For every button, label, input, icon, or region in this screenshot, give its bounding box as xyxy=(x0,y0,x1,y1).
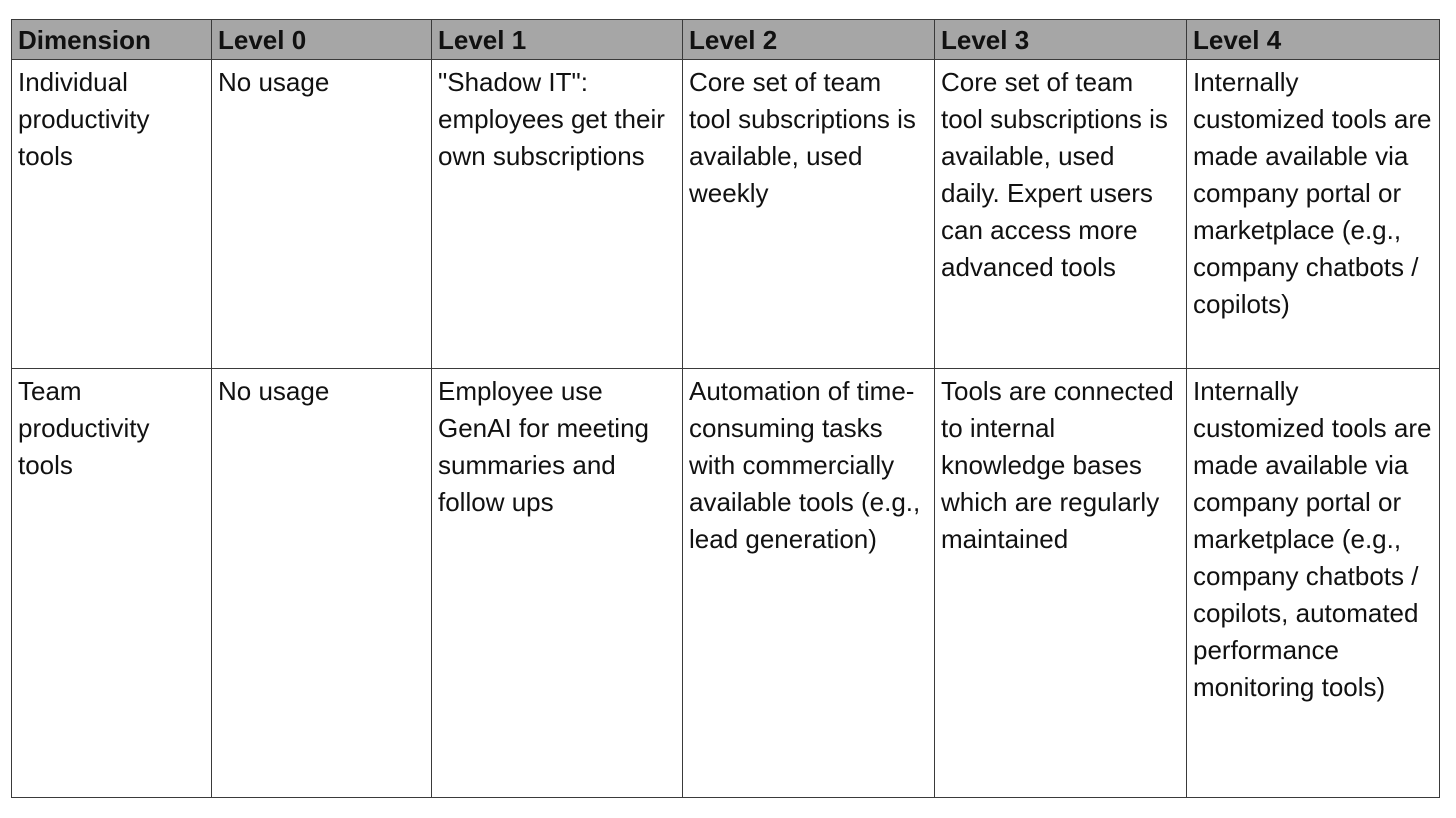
cell-level-4: Internally customized tools are made available via company portal or marketplace (e.g., company chatbots / copilots, automated performance monitoring tools) xyxy=(1187,369,1440,798)
cell-level-4: Internally customized tools are made available via company portal or marketplace (e.g., company chatbots / copilots) xyxy=(1187,60,1440,369)
cell-level-1: Employee use GenAI for meeting summaries and follow ups xyxy=(432,369,683,798)
cell-level-0: No usage xyxy=(212,60,432,369)
cell-level-1: "Shadow IT": employees get their own subscriptions xyxy=(432,60,683,369)
maturity-table xyxy=(11,19,1440,798)
cell-level-0: No usage xyxy=(212,369,432,798)
header-level-4: Level 4 xyxy=(1187,20,1440,60)
header-level-1: Level 1 xyxy=(432,20,683,60)
cell-level-2: Automation of time-consuming tasks with commercially available tools (e.g., lead generation) xyxy=(683,369,935,798)
cell-level-2: Core set of team tool subscriptions is available, used weekly xyxy=(683,60,935,369)
header-level-3: Level 3 xyxy=(935,20,1187,60)
cell-level-3: Core set of team tool subscriptions is available, used daily. Expert users can access more advanced tools xyxy=(935,60,1187,369)
cell-dimension: Individual productivity tools xyxy=(12,60,212,369)
header-row xyxy=(12,20,1440,60)
table-row xyxy=(12,369,1440,798)
header-level-2: Level 2 xyxy=(683,20,935,60)
header-dimension: Dimension xyxy=(12,20,212,60)
cell-dimension: Team productivity tools xyxy=(12,369,212,798)
table-row xyxy=(12,60,1440,369)
table-header xyxy=(12,20,1440,60)
header-level-0: Level 0 xyxy=(212,20,432,60)
cell-level-3: Tools are connected to internal knowledge bases which are regularly maintained xyxy=(935,369,1187,798)
table-body xyxy=(12,60,1440,798)
